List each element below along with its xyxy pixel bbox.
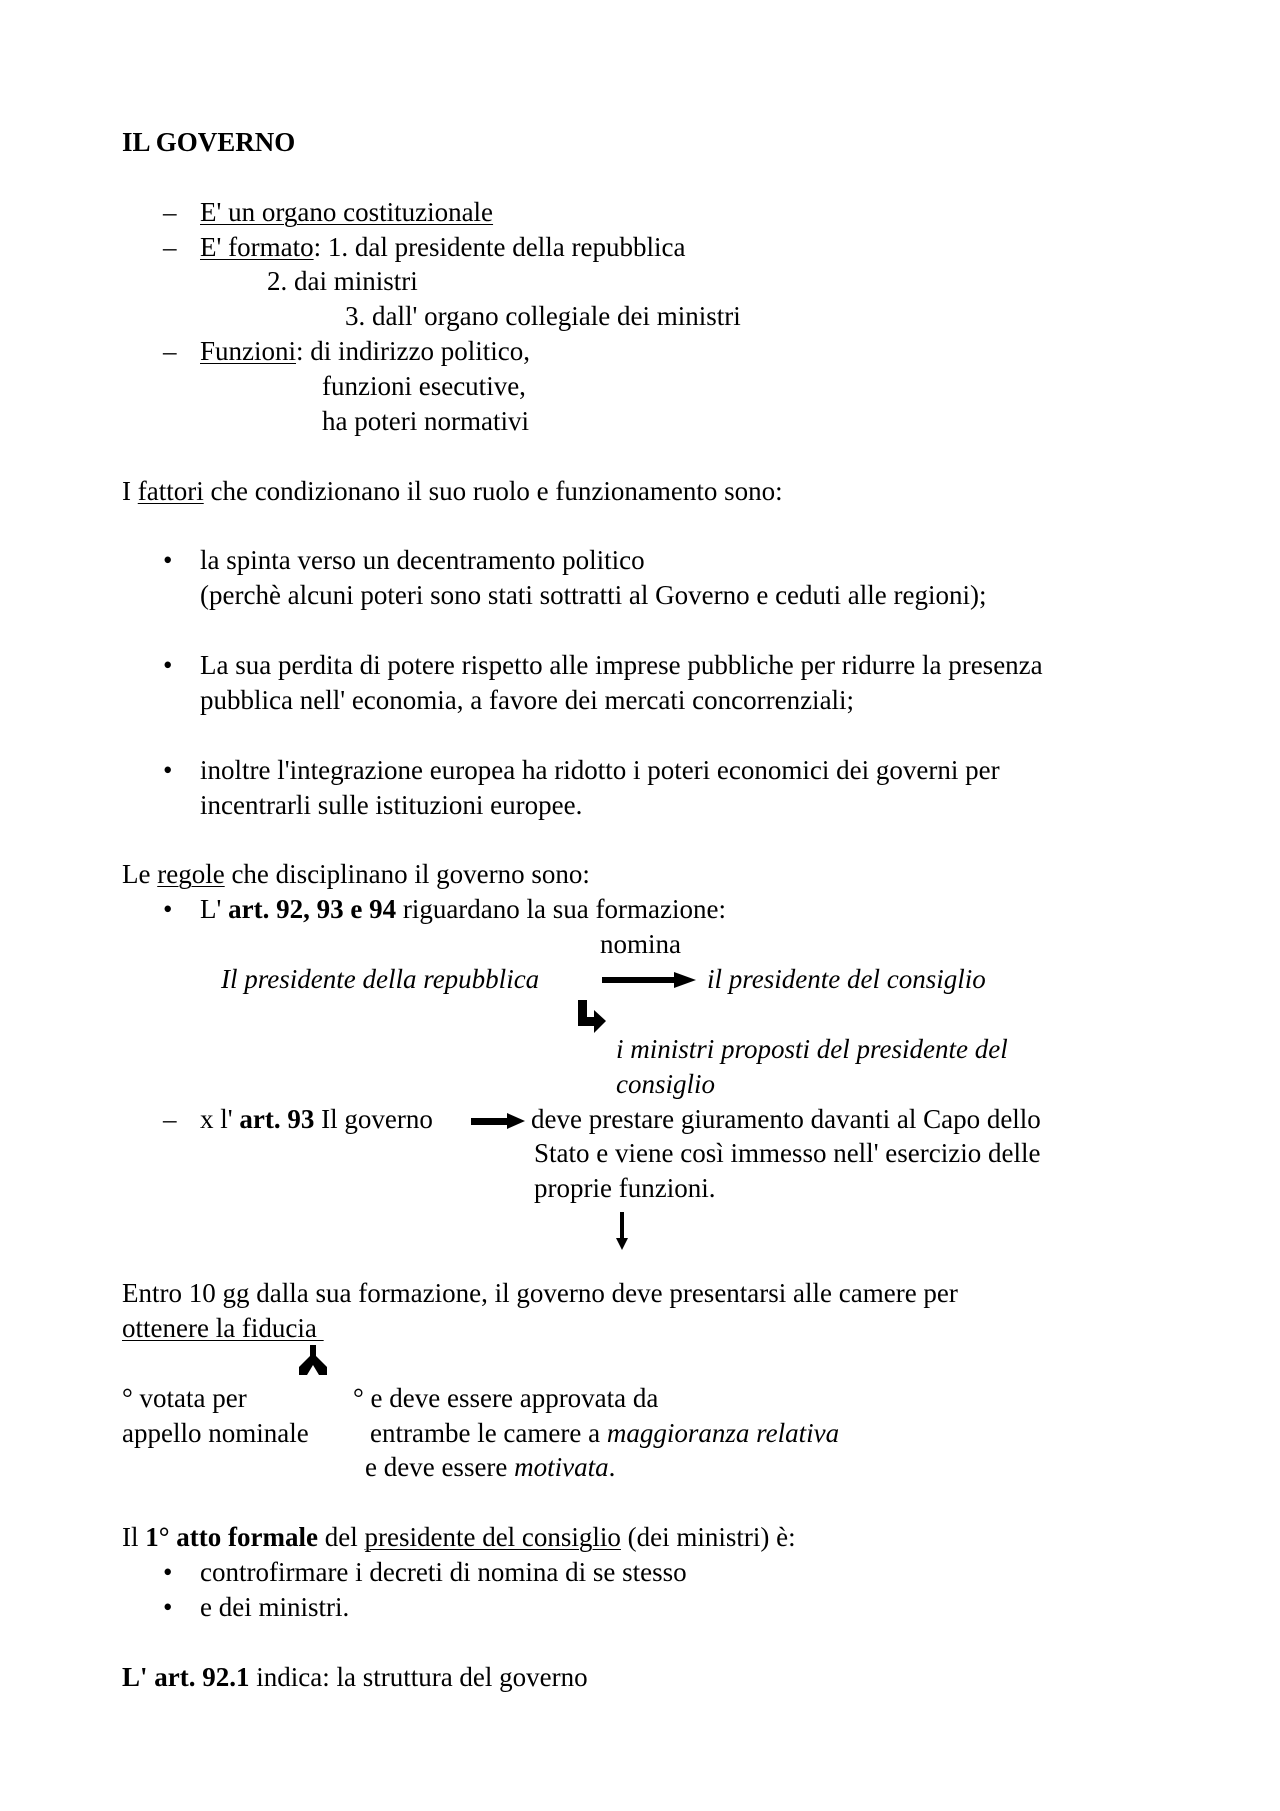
- dash-marker: –: [163, 336, 177, 366]
- bent-arrow-icon: [578, 1000, 608, 1036]
- text: e deve essere: [365, 1452, 515, 1482]
- giuramento-line-1: deve prestare giuramento davanti al Capo dello: [531, 1104, 1041, 1134]
- text: del: [317, 1522, 365, 1552]
- approvata-line-2: [370, 1416, 839, 1450]
- bullet-marker: •: [163, 1557, 173, 1587]
- text: Le: [122, 859, 158, 889]
- fork-arrow-icon: [299, 1345, 327, 1375]
- fattori-heading: [122, 474, 783, 508]
- text: indica: la struttura del governo: [249, 1662, 588, 1692]
- text: L': [200, 894, 229, 924]
- atto-bold: 1° atto formale: [145, 1522, 318, 1552]
- text: (dei ministri) è:: [620, 1522, 796, 1552]
- formato-text: : 1. dal presidente della repubblica: [313, 232, 686, 262]
- atto-bullet-2: e dei ministri.: [200, 1592, 350, 1622]
- intro-item-1: E' un organo costituzionale: [200, 197, 494, 227]
- formato-sub-2: 2. dai ministri: [267, 266, 418, 296]
- fiducia-line-2: ottenere la fiducia: [122, 1313, 324, 1343]
- fiducia-line-1: Entro 10 gg dalla sua formazione, il governo deve presentarsi alle camere per: [122, 1278, 958, 1308]
- fattori-bullet-2-line-1: La sua perdita di potere rispetto alle imprese pubbliche per ridurre la presenza: [200, 650, 1043, 680]
- atto-bullet-1: controfirmare i decreti di nomina di se stesso: [200, 1557, 687, 1587]
- text: .: [608, 1452, 616, 1482]
- regole-heading: [122, 857, 590, 891]
- fattori-bullet-1-line-2: (perchè alcuni poteri sono stati sottratti al Governo e ceduti alle regioni);: [200, 580, 987, 610]
- dash-marker: –: [163, 197, 177, 227]
- formato-label: E' formato: [200, 232, 314, 262]
- text: che condizionano il suo ruolo e funzionamento sono:: [203, 476, 783, 506]
- maggioranza-relativa: maggioranza relativa: [606, 1418, 840, 1448]
- fattori-bullet-1-line-1: la spinta verso un decentramento politico: [200, 545, 645, 575]
- atto-formale-heading: [122, 1520, 796, 1554]
- page-title: IL GOVERNO: [122, 127, 296, 157]
- text: I: [122, 476, 138, 506]
- ministri-line-2: consiglio: [616, 1069, 715, 1099]
- motivata: motivata: [514, 1452, 609, 1482]
- fattori-bullet-2-line-2: pubblica nell' economia, a favore dei mercati concorrenziali;: [200, 685, 855, 715]
- bullet-marker: •: [163, 755, 173, 785]
- text: che disciplinano il governo sono:: [224, 859, 590, 889]
- text: Il governo: [314, 1104, 433, 1134]
- presidente-consiglio: il presidente del consiglio: [707, 964, 986, 994]
- articoli-line: [200, 892, 726, 926]
- votata-line-2: appello nominale: [122, 1418, 309, 1448]
- funzioni-label: Funzioni: [200, 336, 297, 366]
- intro-item-3: [200, 334, 530, 368]
- arrow-right-icon: [602, 972, 696, 988]
- bullet-marker: •: [163, 545, 173, 575]
- fattori-bullet-3-line-2: incentrarli sulle istituzioni europee.: [200, 790, 583, 820]
- text: Il: [122, 1522, 146, 1552]
- giuramento-line-3: proprie funzioni.: [534, 1173, 716, 1203]
- presidente-consiglio-underlined: presidente del consiglio: [364, 1522, 621, 1552]
- nomina-label: nomina: [600, 929, 681, 959]
- approvata-line-3: [365, 1450, 615, 1484]
- art93-line: [200, 1102, 433, 1136]
- formato-sub-3: 3. dall' organo collegiale dei ministri: [345, 301, 741, 331]
- presidente-repubblica: Il presidente della repubblica: [221, 964, 540, 994]
- art-92-1-bold: L' art. 92.1: [122, 1662, 250, 1692]
- articoli-bold: art. 92, 93 e 94: [228, 894, 397, 924]
- fattori-bullet-3-line-1: inoltre l'integrazione europea ha ridotto i poteri economici dei governi per: [200, 755, 1000, 785]
- regole-label: regole: [157, 859, 225, 889]
- giuramento-line-2: Stato e viene così immesso nell' esercizio delle: [534, 1138, 1041, 1168]
- fattori-label: fattori: [137, 476, 204, 506]
- arrow-right-icon: [471, 1113, 525, 1129]
- bullet-marker: •: [163, 894, 173, 924]
- bullet-marker: •: [163, 650, 173, 680]
- bullet-marker: •: [163, 1592, 173, 1622]
- ministri-line-1: i ministri proposti del presidente del: [616, 1034, 1008, 1064]
- text: riguardano la sua formazione:: [396, 894, 726, 924]
- dash-marker: –: [163, 232, 177, 262]
- dash-marker: –: [163, 1104, 177, 1134]
- funzioni-sub-3: ha poteri normativi: [322, 406, 529, 436]
- text: x l': [200, 1104, 240, 1134]
- funzioni-sub-2: funzioni esecutive,: [322, 371, 526, 401]
- text: entrambe le camere a: [370, 1418, 607, 1448]
- arrow-down-icon: [616, 1212, 628, 1250]
- struttura-line: [122, 1660, 588, 1694]
- funzioni-text: : di indirizzo politico,: [296, 336, 530, 366]
- approvata-line-1: ° e deve essere approvata da: [353, 1383, 659, 1413]
- intro-item-2: [200, 230, 685, 264]
- votata-line-1: ° votata per: [122, 1383, 247, 1413]
- art93-bold: art. 93: [239, 1104, 315, 1134]
